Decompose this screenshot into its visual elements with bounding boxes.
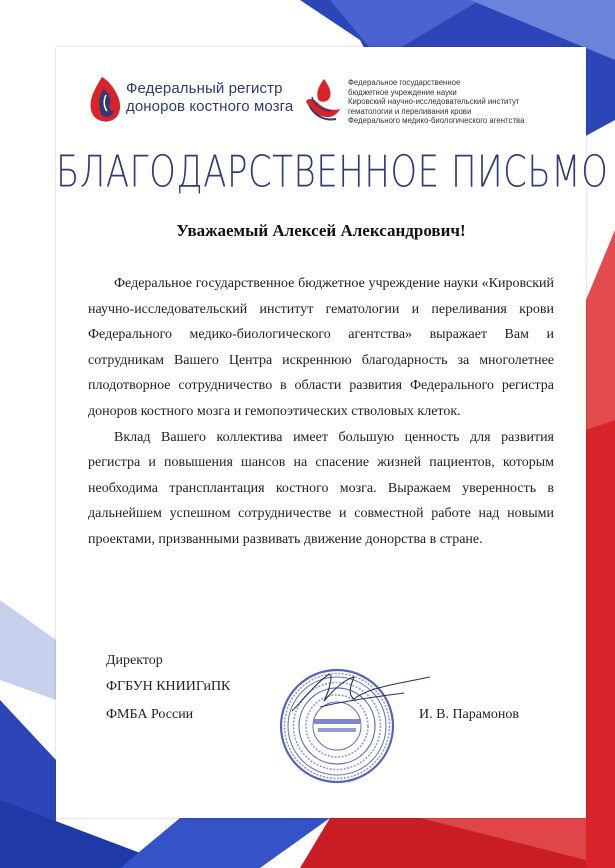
signatory-position-line2: ФГБУН КНИИГиПК [106, 679, 231, 694]
registry-logo-line1: Федеральный регистр [126, 80, 283, 97]
institute-logo-text [348, 78, 524, 126]
signatory-name: И. В. Парамонов [419, 707, 519, 722]
letter-sheet [56, 47, 609, 818]
institute-logo [302, 75, 572, 131]
hands-drop-icon [302, 75, 344, 125]
institute-logo-line: Федеральное государственное [348, 78, 461, 87]
registry-logo-line2: доноров костного мозга [126, 98, 294, 115]
institute-logo-line: гематологии и переливания крови [348, 106, 472, 116]
body-paragraph: Федеральное государственное бюджетное учреждение науки «Кировский научно-исследовательский институт гематологии и переливания крови Федерального медико-биологического агентства» выражает Вам и сотрудникам Вашего Центра искреннюю благодарность за многолетнее плодотворное сотрудничество в области развития Федерального регистра доноров костного мозга и гемопоэтических стволовых клеток. [88, 276, 554, 419]
institute-logo-line: Федерального медико-биологического агентства [348, 116, 525, 126]
letter-body [88, 271, 554, 553]
institute-logo-line: бюджетное учреждение науки [348, 87, 457, 97]
letter-title: БЛАГОДАРСТВЕННОЕ ПИСЬМО [56, 147, 609, 199]
registry-logo [86, 75, 306, 129]
signatory-position-line3: ФМБА России [106, 707, 194, 722]
drop-profile-icon [86, 75, 124, 125]
signatory-position-line1: Директор [106, 653, 163, 668]
institute-logo-line: Кировский научно-исследовательский институт [348, 97, 520, 107]
letter-greeting: Уважаемый Алексей Александрович! [176, 221, 466, 240]
body-paragraph: Вклад Вашего коллектива имеет большую ценность для развития регистра и повышения шансов на спасение жизней пациентов, которым необходима трансплантация костного мозга. Выражаем уверенность в дальнейшем успешном сотрудничестве и совместной работе над новыми проектами, призванными развивать движение донорства в стране. [88, 429, 554, 547]
handwritten-signature [284, 661, 434, 721]
